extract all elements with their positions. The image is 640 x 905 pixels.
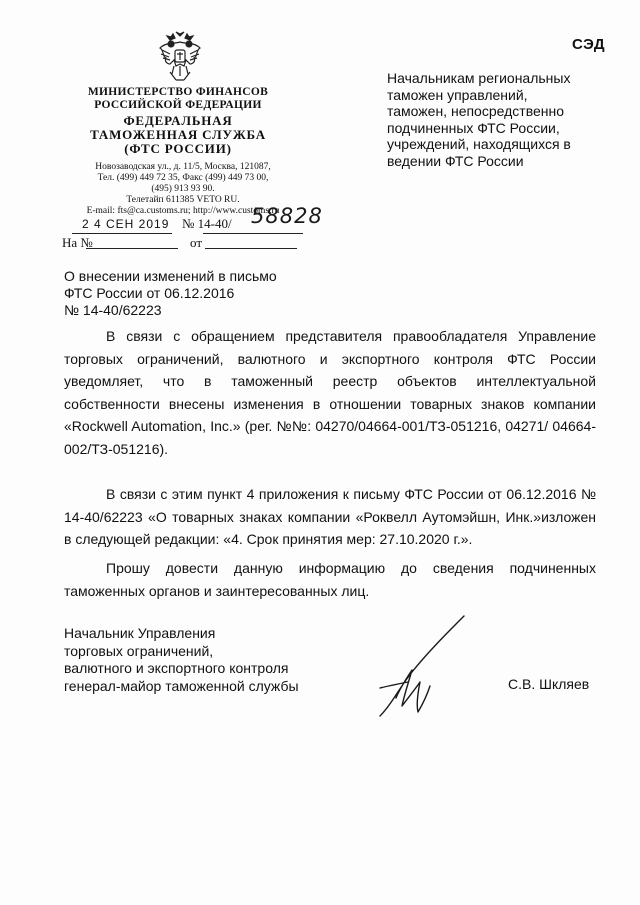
contact-email: E-mail: fts@ca.customs.ru; http://www.customs.ru bbox=[86, 206, 280, 216]
contact-phone2: (495) 913 93 90. bbox=[151, 184, 215, 194]
ministry-line: МИНИСТЕРСТВО ФИНАНСОВ bbox=[87, 86, 269, 98]
signatory-line: валютного и экспортного контроля bbox=[64, 660, 289, 676]
contact-address: Новозаводская ул., д. 11/5, Москва, 121087, bbox=[95, 162, 271, 172]
signatory-line: генерал-майор таможенной службы bbox=[64, 677, 299, 694]
addressee-line: подчиненных ФТС России, bbox=[387, 119, 560, 136]
body-paragraph-1: В связи с обращением представителя правообладателя Управление торговых ограничений, валютного и экспортного контроля ФТС России уведомляет, что в таможенный реестр объектов интеллектуальной собственности внесены изменения в отношении товарных знаков компании «Rockwell Automation, Inc.» (рег. №№: 04270/04664-001/ТЗ-051216, 04271/ 04664-002/ТЗ-051216). bbox=[64, 328, 596, 457]
body-paragraph-2: В связи с этим пункт 4 приложения к письму ФТС России от 06.12.2016 № 14-40/62223 «О товарных знаках компании «Роквелл Аутомэйшн, Инк.»изложен в следующей редакции: «4. Срок принятия мер: 27.10.2020 г.». bbox=[64, 486, 596, 547]
service-line: ФЕДЕРАЛЬНАЯ bbox=[123, 113, 233, 128]
ministry-line: РОССИЙСКОЙ ФЕДЕРАЦИИ bbox=[94, 99, 262, 111]
service-name bbox=[78, 114, 278, 156]
addressee-line: таможен, непосредственно bbox=[387, 103, 565, 119]
addressee-block bbox=[387, 70, 617, 169]
sed-mark: СЭД bbox=[572, 36, 606, 53]
registration-date: 2 4 СЕН 2019 bbox=[82, 217, 170, 231]
date-underline bbox=[72, 233, 172, 234]
addressee-line: таможен управлений, bbox=[387, 86, 528, 103]
number-underline bbox=[203, 233, 303, 234]
signatory-line: Начальник Управления bbox=[64, 625, 216, 641]
service-line: (ФТС РОССИИ) bbox=[124, 141, 232, 156]
body-paragraph-3: Прошу довести данную информацию до сведения подчиненных таможенных органов и заинтересованных лиц. bbox=[64, 560, 596, 599]
subject-line: № 14-40/62223 bbox=[64, 302, 162, 318]
reply-to-underline bbox=[86, 248, 178, 249]
signer-name: С.В. Шкляев bbox=[508, 676, 590, 692]
addressee-line: ведении ФТС России bbox=[387, 152, 524, 169]
contact-telex: Телетайп 611385 VETO RU. bbox=[126, 195, 240, 205]
service-line: ТАМОЖЕННАЯ СЛУЖБА bbox=[90, 127, 266, 142]
registration-number-label: № 14-40/ bbox=[182, 216, 232, 231]
registration-number-handwritten: 58828 bbox=[251, 204, 323, 228]
handwritten-signature bbox=[368, 612, 488, 722]
reply-from-label: от bbox=[190, 235, 203, 250]
letter-subject bbox=[64, 268, 324, 319]
subject-line: О внесении изменений в письмо bbox=[64, 268, 277, 284]
addressee-line: учреждений, находящихся в bbox=[387, 136, 571, 152]
contact-phone: Тел. (499) 449 72 35, Факс (499) 449 73 00, bbox=[97, 173, 269, 183]
reply-to-label: На № bbox=[62, 235, 93, 250]
subject-line: ФТС России от 06.12.2016 bbox=[64, 285, 235, 301]
signatory-title bbox=[64, 625, 324, 695]
addressee-line: Начальникам региональных bbox=[387, 70, 571, 86]
reply-from-underline bbox=[205, 248, 297, 249]
double-headed-eagle-icon bbox=[156, 30, 204, 82]
signatory-line: торговых ограничений, bbox=[64, 642, 214, 659]
ministry-name bbox=[78, 86, 278, 112]
